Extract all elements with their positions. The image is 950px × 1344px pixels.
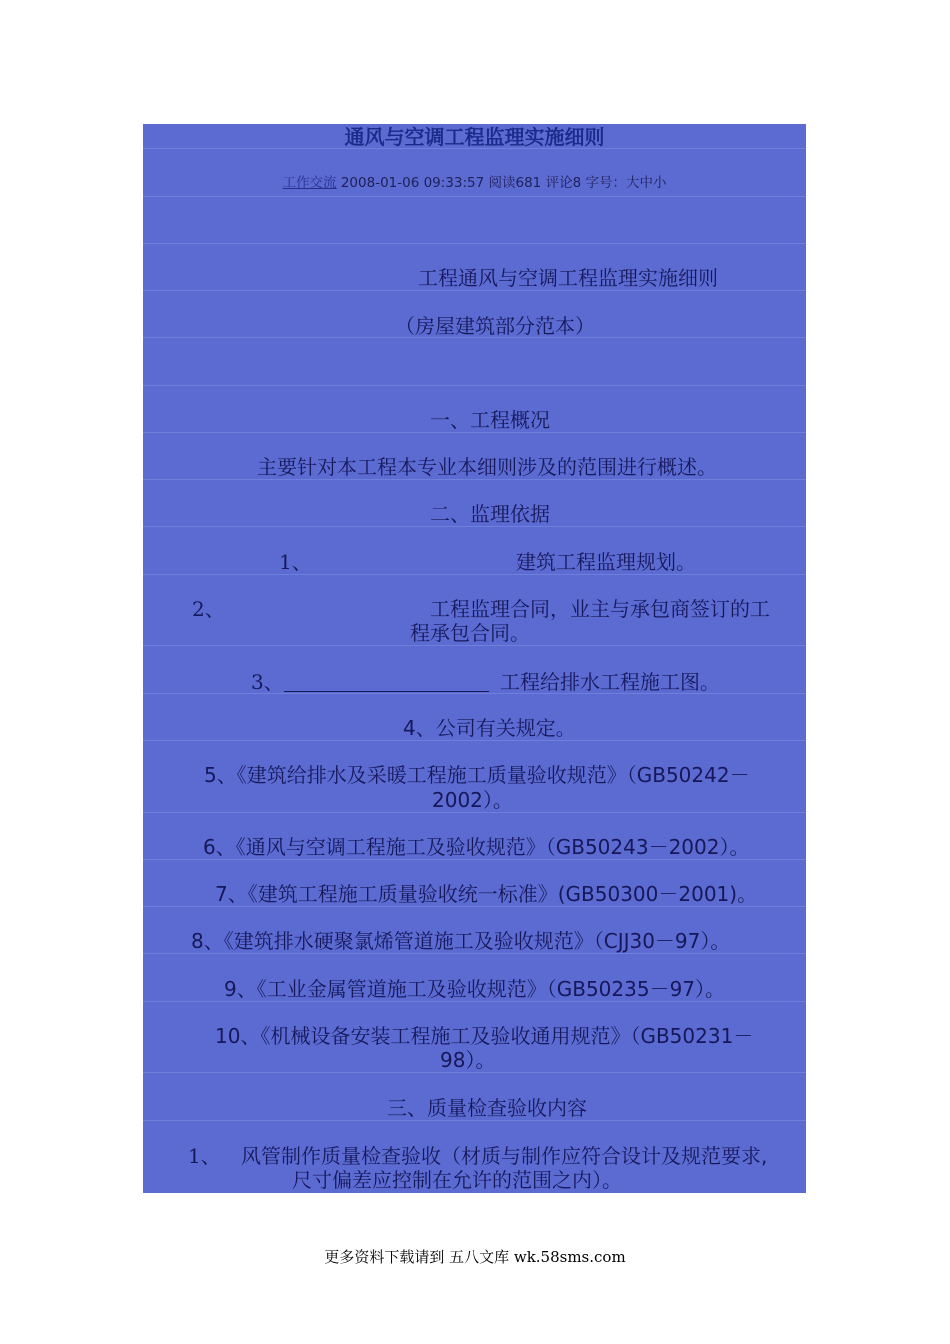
item-text: 尺寸偏差应控制在允许的范围之内）。 [292,1168,622,1192]
item-text: 7、《建筑工程施工质量验收统一标准》(GB50300－2001)。 [215,882,758,906]
item-text: 工程给排水工程施工图。 [500,670,720,694]
doc-title: 工程通风与空调工程监理实施细则 [418,266,718,290]
footer-note: 更多资料下载请到 五八文库 wk.58sms.com [324,1248,626,1266]
item-number: 1、 [279,550,312,574]
section-heading: 二、监理依据 [430,502,550,526]
doc-subtitle: （房屋建筑部分范本） [395,314,595,338]
author-link[interactable]: 工作交流 [282,175,337,191]
item-text: 98）。 [440,1048,496,1072]
item-number: 2、 [192,597,225,621]
article-title: 通风与空调工程监理实施细则 [344,125,605,149]
row-divider [143,527,806,575]
document-panel [143,124,806,1193]
row-divider [143,338,806,386]
item-text: 6、《通风与空调工程施工及验收规范》（GB50243－2002）。 [203,835,750,859]
item-text: 2002）。 [432,788,513,812]
item-text: 10、《机械设备安装工程施工及验收通用规范》（GB50231－ [215,1024,754,1048]
item-text: 工程监理合同，业主与承包商签订的工 [430,597,770,621]
section-body: 主要针对本工程本专业本细则涉及的范围进行概述。 [257,455,717,479]
item-text: 建筑工程监理规划。 [516,550,696,574]
item-number: 1、 [188,1144,221,1168]
item-text: 程承包合同。 [410,621,530,645]
item-text: 风管制作质量检查验收（材质与制作应符合设计及规范要求, [241,1144,768,1168]
item-text: 9、《工业金属管道施工及验收规范》（GB50235－97）。 [224,977,726,1001]
item-text: 8、《建筑排水硬聚氯烯管道施工及验收规范》（CJJ30－97）。 [191,929,731,953]
item-text: 4、公司有关规定。 [403,716,576,740]
section-heading: 一、工程概况 [430,408,550,432]
item-text: 5、《建筑给排水及采暖工程施工质量验收规范》（GB50242－ [204,763,750,787]
row-divider [143,197,806,244]
fill-in-blank [284,690,489,692]
article-meta [143,173,806,193]
section-heading: 三、质量检查验收内容 [387,1096,587,1120]
meta-info: 2008-01-06 09:33:57 阅读681 评论8 字号：大中小 [336,175,667,191]
item-number: 3、 [251,670,489,694]
